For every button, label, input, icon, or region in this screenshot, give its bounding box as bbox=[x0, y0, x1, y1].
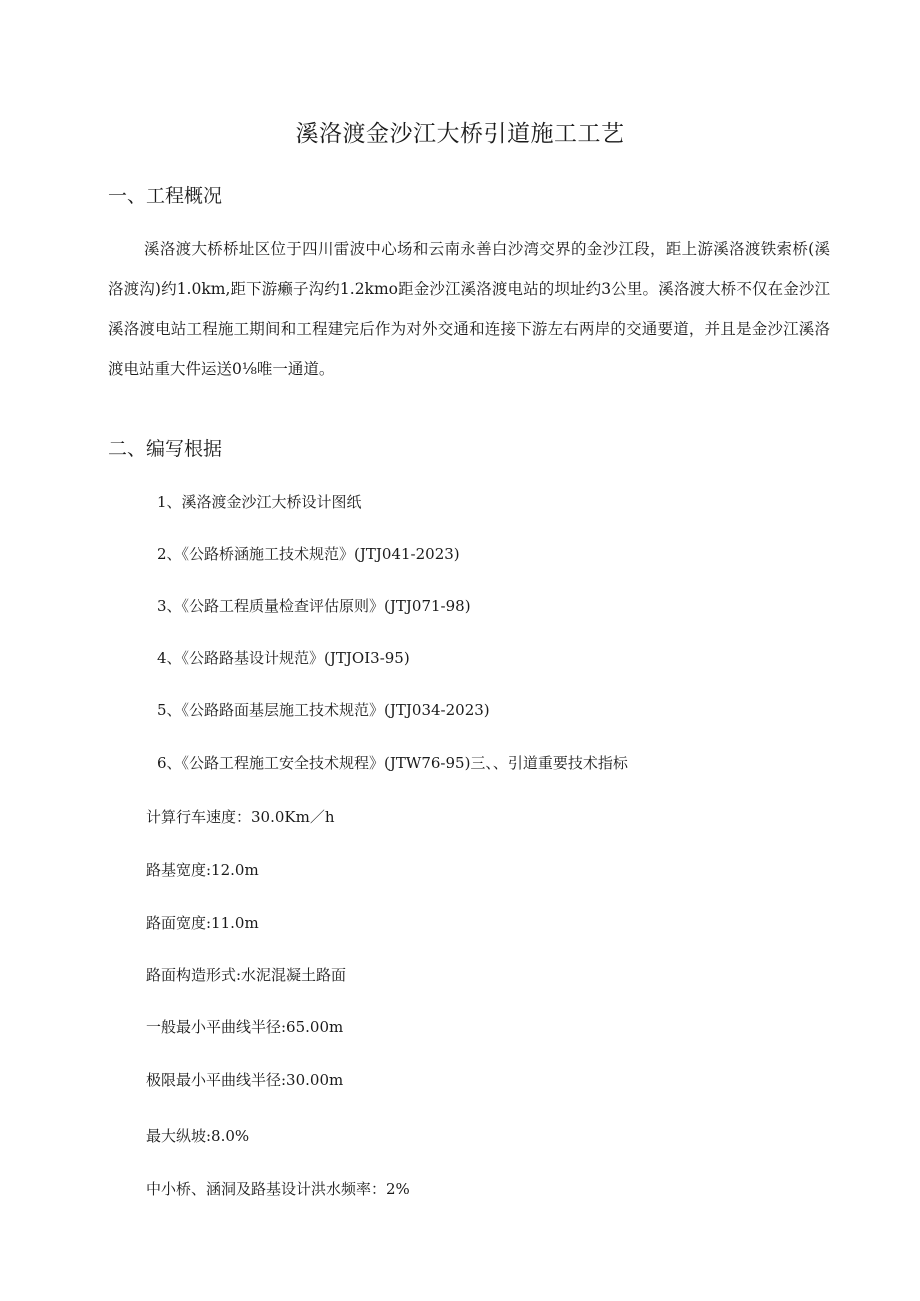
document-title: 溪洛渡金沙江大桥引道施工工艺 bbox=[295, 121, 625, 147]
reference-item: 2、《公路桥涵施工技术规范》(JTJ041-2023) bbox=[157, 545, 460, 563]
reference-item: 6、《公路工程施工安全技术规程》(JTW76-95)三、、引道重要技术指标 bbox=[157, 754, 628, 772]
overview-paragraph: 溪洛渡大桥桥址区位于四川雷波中心场和云南永善白沙湾交界的金沙江段，距上游溪洛渡铁索桥(溪洛渡沟)约1.0km,距下游癞子沟约1.2kmo距金沙江溪洛渡电站的坝址约3公里。溪洛渡大桥不仅在金沙江溪洛渡电站工程施工期间和工程建完后作为对外交通和连接下游左右两岸的交通要道，并且是金沙江溪洛渡电站重大件运送0⅛唯一通道。 bbox=[108, 240, 830, 378]
spec-max-grade: 最大纵坡:8.0% bbox=[146, 1127, 250, 1145]
spec-limit-min-radius: 极限最小平曲线半径:30.00m bbox=[146, 1071, 344, 1089]
reference-item: 5、《公路路面基层施工技术规范》(JTJ034-2023) bbox=[157, 701, 490, 719]
reference-item: 3、《公路工程质量检查评估原则》(JTJ071-98) bbox=[157, 597, 471, 615]
spec-pavement-type: 路面构造形式:水泥混凝土路面 bbox=[146, 966, 347, 984]
spec-flood-frequency: 中小桥、涵洞及路基设计洪水频率：2% bbox=[146, 1180, 410, 1198]
reference-item: 4、《公路路基设计规范》(JTJOI3-95) bbox=[157, 649, 410, 667]
reference-item: 1、溪洛渡金沙江大桥设计图纸 bbox=[157, 493, 362, 511]
spec-pavement-width: 路面宽度:11.0m bbox=[146, 914, 259, 932]
section-heading-overview: 一、工程概况 bbox=[108, 185, 223, 207]
spec-subgrade-width: 路基宽度:12.0m bbox=[146, 861, 259, 879]
spec-general-min-radius: 一般最小平曲线半径:65.00m bbox=[146, 1018, 344, 1036]
section-heading-basis: 二、编写根据 bbox=[108, 438, 223, 460]
spec-design-speed: 计算行车速度：30.0Km／h bbox=[146, 808, 335, 826]
